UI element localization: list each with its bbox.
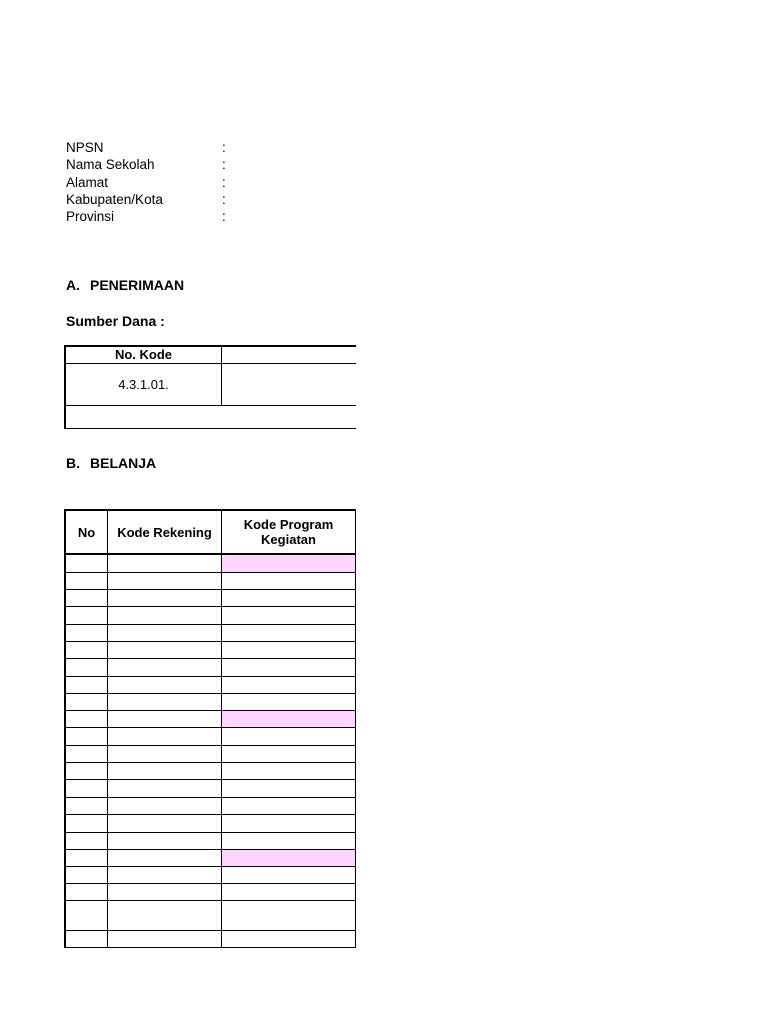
section-letter: B. [66, 455, 80, 471]
section-a-heading [66, 276, 184, 294]
highlighted-cell [222, 850, 355, 866]
section-letter: A. [66, 277, 80, 293]
table-border [64, 509, 66, 948]
header-no-kode: No. Kode [114, 347, 173, 362]
info-label: Kabupaten/Kota [66, 192, 163, 207]
info-colon: : [222, 140, 226, 155]
info-colon: : [222, 192, 226, 207]
table-border [221, 509, 222, 948]
header-no: No [77, 524, 96, 540]
info-label: Alamat [66, 175, 109, 190]
info-row-provinsi [66, 208, 266, 225]
info-row-kabupaten-kota [66, 191, 266, 208]
highlighted-cell [222, 711, 355, 727]
section-title: PENERIMAAN [90, 277, 185, 293]
info-row-nama-sekolah [66, 156, 266, 173]
info-colon: : [222, 157, 226, 172]
table-border [64, 405, 356, 406]
info-row-alamat [66, 174, 266, 191]
header-kode-program: Kode Program Kegiatan [243, 517, 334, 547]
table-border [221, 345, 222, 406]
header-kode-rekening: Kode Rekening [117, 524, 212, 540]
table-border [64, 428, 356, 429]
section-b-heading [66, 454, 156, 472]
table-border [107, 509, 108, 948]
highlighted-cell [222, 555, 355, 572]
info-colon: : [222, 175, 226, 190]
info-colon: : [222, 209, 226, 224]
info-label: Provinsi [66, 209, 115, 224]
table-border [355, 509, 356, 948]
info-label: Nama Sekolah [66, 157, 155, 172]
section-title: BELANJA [90, 455, 157, 471]
kode-value: 4.3.1.01. [118, 377, 169, 392]
info-row-npsn [66, 139, 266, 156]
sumber-dana-label: Sumber Dana : [66, 313, 165, 329]
info-label: NPSN [66, 140, 104, 155]
